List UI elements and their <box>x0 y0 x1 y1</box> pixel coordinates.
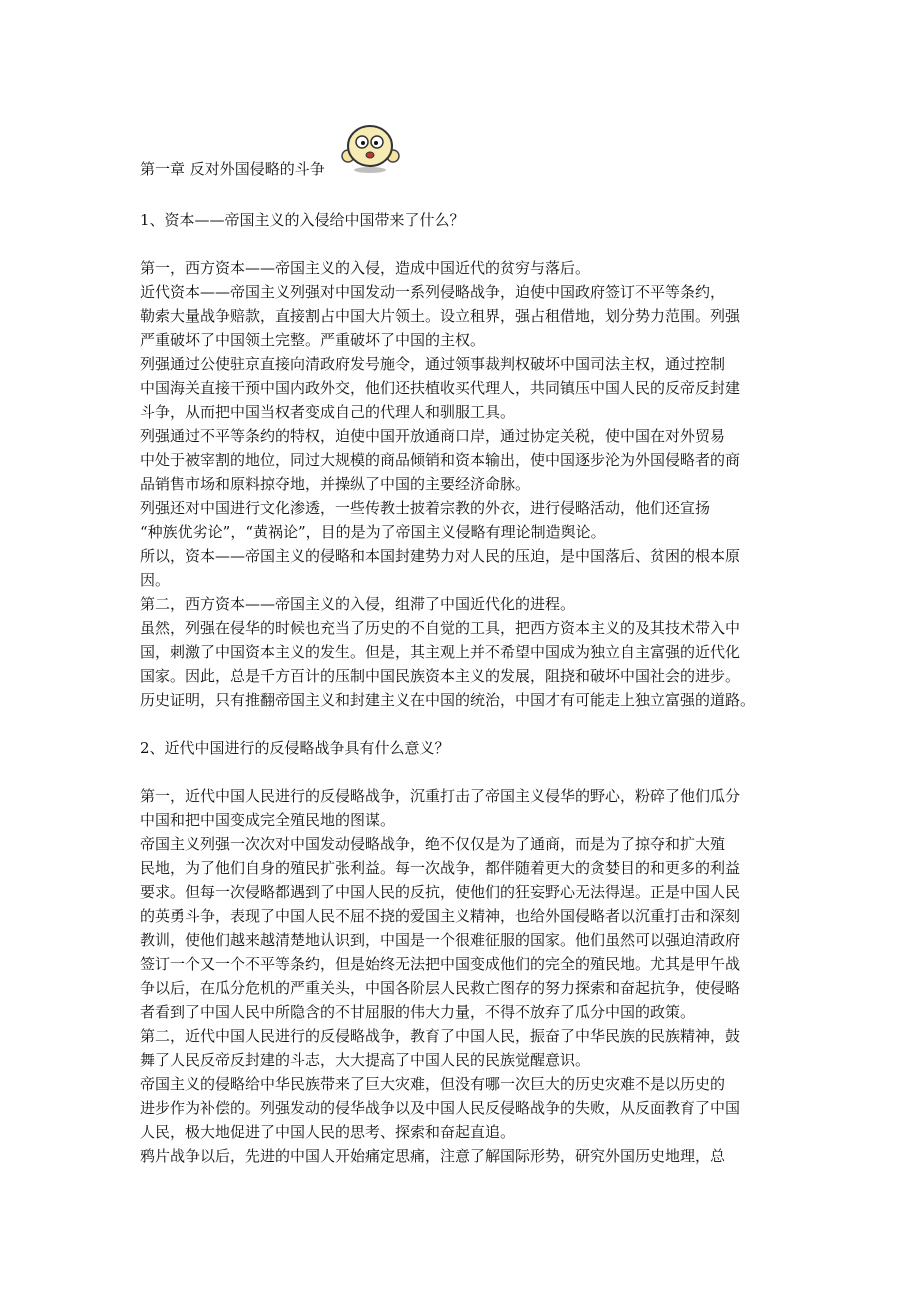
paragraph-line: 列强通过公使驻京直接向清政府发号施令，通过领事裁判权破坏中国司法主权，通过控制 <box>140 355 726 373</box>
paragraph-line: 第二，近代中国人民进行的反侵略战争，教育了中国人民，振奋了中华民族的民族精神，鼓 <box>140 1027 741 1045</box>
paragraph-line: 中国和把中国变成完全殖民地的图谋。 <box>140 811 396 829</box>
paragraph-line: 国，刺激了中国资本主义的发生。但是，其主观上并不希望中国成为独立自主富强的近代化 <box>140 643 741 661</box>
smiley-mascot-icon <box>337 122 403 174</box>
paragraph-line: 列强通过不平等条约的特权，迫使中国开放通商口岸，通过协定关税，使中国在对外贸易 <box>140 427 726 445</box>
paragraph-line: 舞了人民反帝反封建的斗志，大大提高了中国人民的民族觉醒意识。 <box>140 1051 591 1069</box>
paragraph-line: 进步作为补偿的。列强发动的侵华战争以及中国人民反侵略战争的失败，从反面教育了中国 <box>140 1099 741 1117</box>
question-1-heading: 1、资本——帝国主义的入侵给中国带来了什么？ <box>140 211 465 229</box>
paragraph-line: 教训，使他们越来越清楚地认识到，中国是一个很难征服的国家。他们虽然可以强迫清政府 <box>140 931 741 949</box>
paragraph-line: 第二，西方资本——帝国主义的入侵，组滞了中国近代化的进程。 <box>140 595 576 613</box>
paragraph-line: 帝国主义的侵略给中华民族带来了巨大灾难，但没有哪一次巨大的历史灾难不是以历史的 <box>140 1075 726 1093</box>
paragraph-line: 勒索大量战争赔款，直接割占中国大片领土。设立租界，强占租借地，划分势力范围。列强 <box>140 307 741 325</box>
question-2-heading: 2、近代中国进行的反侵略战争具有什么意义？ <box>140 739 450 757</box>
paragraph-line: “种族优劣论”，“黄祸论”，目的是为了帝国主义侵略有理论制造舆论。 <box>140 523 606 541</box>
paragraph-line: 签订一个又一个不平等条约，但是始终无法把中国变成他们的完全的殖民地。尤其是甲午战 <box>140 955 741 973</box>
paragraph-line: 列强还对中国进行文化渗透，一些传教士披着宗教的外衣，进行侵略活动，他们还宣扬 <box>140 499 711 517</box>
paragraph-line: 鸦片战争以后，先进的中国人开始痛定思痛，注意了解国际形势，研究外国历史地理，总 <box>140 1147 726 1165</box>
paragraph-line: 人民，极大地促进了中国人民的思考、探索和奋起直追。 <box>140 1123 516 1141</box>
paragraph-line: 帝国主义列强一次次对中国发动侵略战争，绝不仅仅是为了通商，而是为了掠夺和扩大殖 <box>140 835 726 853</box>
paragraph-line: 因。 <box>140 571 171 589</box>
paragraph-line: 中处于被宰割的地位，同过大规模的商品倾销和资本输出，使中国逐步沦为外国侵略者的商 <box>140 451 741 469</box>
paragraph-line: 严重破坏了中国领土完整。严重破坏了中国的主权。 <box>140 331 486 349</box>
paragraph-line: 要求。但每一次侵略都遇到了中国人民的反抗，使他们的狂妄野心无法得逞。正是中国人民 <box>140 883 741 901</box>
paragraph-line: 虽然，列强在侵华的时候也充当了历史的不自觉的工具，把西方资本主义的及其技术带入中 <box>140 619 741 637</box>
paragraph-line: 者看到了中国人民中所隐含的不甘屈服的伟大力量，不得不放弃了瓜分中国的政策。 <box>140 1003 696 1021</box>
paragraph-line: 品销售市场和原料掠夺地，并操纵了中国的主要经济命脉。 <box>140 475 531 493</box>
chapter-title: 第一章 反对外国侵略的斗争 <box>140 160 325 178</box>
paragraph-line: 近代资本——帝国主义列强对中国发动一系列侵略战争，迫使中国政府签订不平等条约， <box>140 283 726 301</box>
paragraph-line: 斗争，从而把中国当权者变成自己的代理人和驯服工具。 <box>140 403 516 421</box>
paragraph-line: 所以，资本——帝国主义的侵略和本国封建势力对人民的压迫，是中国落后、贫困的根本原 <box>140 547 741 565</box>
paragraph-line: 争以后，在瓜分危机的严重关头，中国各阶层人民救亡图存的努力探索和奋起抗争，使侵略 <box>140 979 741 997</box>
paragraph-line: 的英勇斗争，表现了中国人民不屈不挠的爱国主义精神，也给外国侵略者以沉重打击和深刻 <box>140 907 741 925</box>
paragraph-line: 民地，为了他们自身的殖民扩张利益。每一次战争，都伴随着更大的贪婪目的和更多的利益 <box>140 859 741 877</box>
paragraph-line: 第一，近代中国人民进行的反侵略战争，沉重打击了帝国主义侵华的野心，粉碎了他们瓜分 <box>140 787 741 805</box>
paragraph-line: 第一，西方资本——帝国主义的入侵，造成中国近代的贫穷与落后。 <box>140 259 591 277</box>
paragraph-line: 国家。因此，总是千方百计的压制中国民族资本主义的发展，阻挠和破坏中国社会的进步。 <box>140 667 741 685</box>
paragraph-line: 历史证明，只有推翻帝国主义和封建主义在中国的统治，中国才有可能走上独立富强的道路。 <box>140 691 756 709</box>
paragraph-line: 中国海关直接干预中国内政外交，他们还扶植收买代理人，共同镇压中国人民的反帝反封建 <box>140 379 741 397</box>
